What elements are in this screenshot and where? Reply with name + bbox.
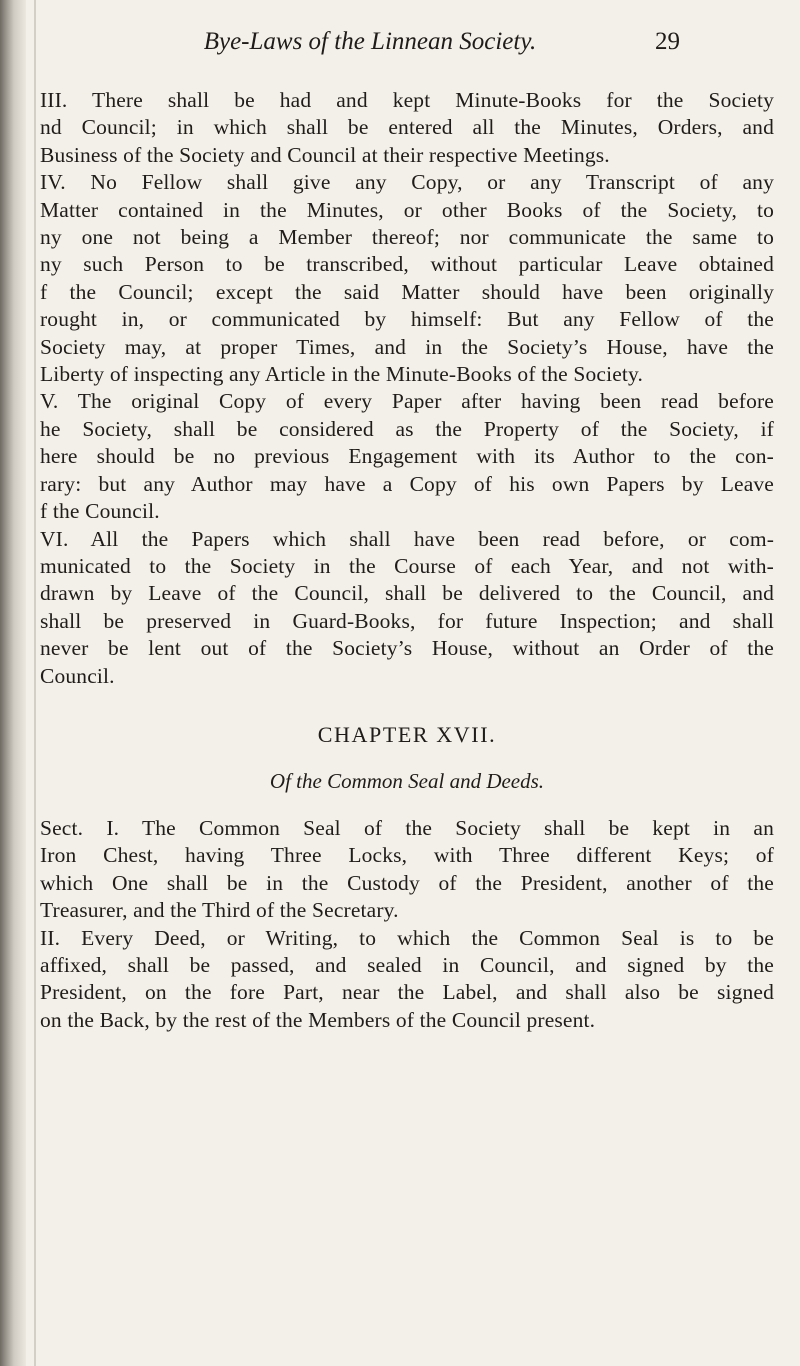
- page-binding-edge: [0, 0, 26, 1366]
- text-line: Iron Chest, having Three Locks, with Three different Keys; of: [40, 843, 774, 868]
- text-line: VI. All the Papers which shall have been read before, or com-: [40, 526, 774, 551]
- paragraph-iv: [40, 169, 774, 388]
- text-line: V. The original Copy of every Paper after having been read before: [40, 389, 774, 414]
- chapter-subtitle: Of the Common Seal and Deeds.: [269, 768, 545, 793]
- text-line: shall be preserved in Guard-Books, for future Inspection; and shall: [40, 608, 774, 633]
- text-line: f the Council.: [40, 499, 160, 524]
- text-line: President, on the fore Part, near the Label, and shall also be signed: [40, 980, 774, 1005]
- text-line: nd Council; in which shall be entered all the Minutes, Orders, and: [40, 115, 774, 140]
- text-line: II. Every Deed, or Writing, to which the Common Seal is to be: [40, 925, 774, 950]
- binding-shadow-line: [34, 0, 36, 1366]
- text-line: Liberty of inspecting any Article in the Minute-Books of the Society.: [40, 362, 644, 387]
- text-line: Sect. I. The Common Seal of the Society shall be kept in an: [40, 815, 774, 840]
- text-line: f the Council; except the said Matter should have been originally: [40, 279, 774, 304]
- text-line: Treasurer, and the Third of the Secretary.: [40, 898, 399, 923]
- running-head: [160, 28, 680, 62]
- text-line: he Society, shall be considered as the Property of the Society, if: [40, 416, 774, 441]
- text-line: on the Back, by the rest of the Members of the Council present.: [40, 1007, 596, 1032]
- paragraph-sect-i: [40, 815, 774, 925]
- text-line: ny one not being a Member thereof; nor communicate the same to: [40, 225, 774, 250]
- text-line: IV. No Fellow shall give any Copy, or any Transcript of any: [40, 170, 774, 195]
- paragraph-sect-ii: [40, 925, 774, 1035]
- text-line: rought in, or communicated by himself: But any Fellow of the: [40, 307, 774, 332]
- text-line: here should be no previous Engagement with its Author to the con-: [40, 444, 774, 469]
- text-line: never be lent out of the Society’s House, without an Order of the: [40, 636, 774, 661]
- running-title: Bye-Laws of the Linnean Society.: [203, 28, 537, 55]
- text-line: Matter contained in the Minutes, or other Books of the Society, to: [40, 197, 774, 222]
- text-line: Society may, at proper Times, and in the Society’s House, have the: [40, 334, 774, 359]
- paragraph-vi: [40, 526, 774, 690]
- chapter-title: CHAPTER XVII.: [317, 721, 497, 747]
- paragraph-iii: [40, 87, 774, 169]
- text-line: drawn by Leave of the Council, shall be delivered to the Council, and: [40, 581, 774, 606]
- page-number: 29: [655, 28, 680, 55]
- text-line: Business of the Society and Council at their respective Meetings.: [40, 142, 610, 167]
- body-text: [40, 87, 774, 1034]
- text-line: ny such Person to be transcribed, without particular Leave obtained: [40, 252, 774, 277]
- text-line: III. There shall be had and kept Minute-Books for the Society: [40, 88, 774, 112]
- text-line: Council.: [40, 663, 115, 688]
- text-line: rary: but any Author may have a Copy of his own Papers by Leave: [40, 471, 774, 496]
- paragraph-v: [40, 388, 774, 525]
- text-line: affixed, shall be passed, and sealed in Council, and signed by the: [40, 952, 774, 977]
- text-line: which One shall be in the Custody of the President, another of the: [40, 870, 774, 895]
- text-line: municated to the Society in the Course of each Year, and not with-: [40, 553, 774, 578]
